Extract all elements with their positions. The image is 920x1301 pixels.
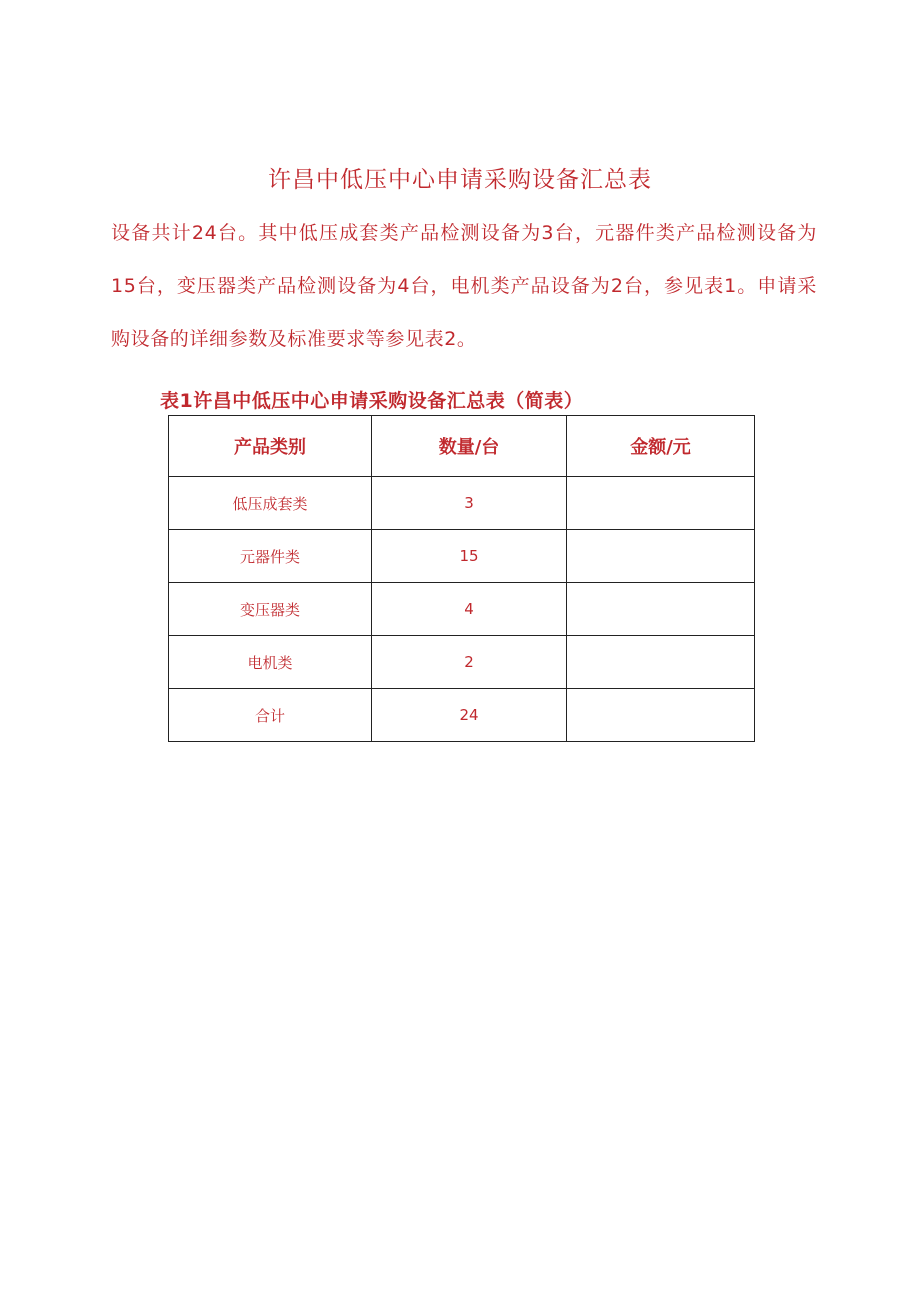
cell-category: 低压成套类 xyxy=(169,477,372,530)
cell-amount xyxy=(567,636,755,689)
header-quantity: 数量/台 xyxy=(372,416,567,477)
cell-category: 电机类 xyxy=(169,636,372,689)
cell-amount xyxy=(567,477,755,530)
cell-category: 合计 xyxy=(169,689,372,742)
cell-category: 变压器类 xyxy=(169,583,372,636)
intro-paragraph: 设备共计24台。其中低压成套类产品检测设备为3台，元器件类产品检测设备为15台，变压器类产品检测设备为4台，电机类产品设备为2台，参见表1。申请采购设备的详细参数及标准要求等参见表2。 xyxy=(111,222,817,350)
summary-table xyxy=(168,415,755,742)
header-category: 产品类别 xyxy=(169,416,372,477)
header-amount: 金额/元 xyxy=(567,416,755,477)
cell-quantity: 24 xyxy=(372,689,567,742)
page-title: 许昌中低压中心申请采购设备汇总表 xyxy=(268,167,652,193)
table-row-total xyxy=(169,689,755,742)
table-row xyxy=(169,636,755,689)
table-row xyxy=(169,530,755,583)
table-row xyxy=(169,583,755,636)
cell-quantity: 2 xyxy=(372,636,567,689)
cell-quantity: 15 xyxy=(372,530,567,583)
cell-amount xyxy=(567,689,755,742)
table-row xyxy=(169,477,755,530)
cell-amount xyxy=(567,583,755,636)
cell-amount xyxy=(567,530,755,583)
cell-quantity: 4 xyxy=(372,583,567,636)
table-caption: 表1许昌中低压中心申请采购设备汇总表（简表） xyxy=(160,390,584,412)
cell-quantity: 3 xyxy=(372,477,567,530)
table-header-row xyxy=(169,416,755,477)
cell-category: 元器件类 xyxy=(169,530,372,583)
